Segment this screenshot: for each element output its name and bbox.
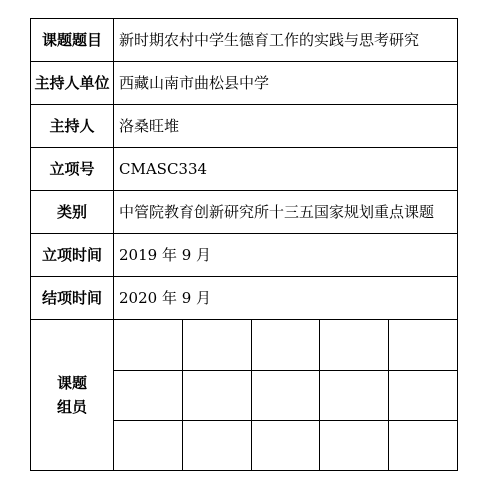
row-project-number	[31, 148, 458, 191]
member-cell[interactable]	[251, 370, 320, 420]
row-approval-date	[31, 234, 458, 277]
member-cell[interactable]	[114, 370, 183, 420]
members-grid	[114, 320, 457, 470]
label-title: 课题题目	[31, 19, 114, 62]
member-cell[interactable]	[183, 370, 252, 420]
row-completion-date	[31, 277, 458, 320]
label-host: 主持人	[31, 105, 114, 148]
member-cell[interactable]	[114, 420, 183, 470]
member-cell[interactable]	[114, 320, 183, 370]
members-row	[114, 320, 457, 370]
value-host: 洛桑旺堆	[114, 105, 458, 148]
row-host	[31, 105, 458, 148]
member-cell[interactable]	[388, 420, 457, 470]
members-row	[114, 370, 457, 420]
member-cell[interactable]	[183, 320, 252, 370]
member-cell[interactable]	[251, 420, 320, 470]
member-cell[interactable]	[251, 320, 320, 370]
value-title: 新时期农村中学生德育工作的实践与思考研究	[114, 19, 458, 62]
row-members	[31, 320, 458, 471]
value-category: 中管院教育创新研究所十三五国家规划重点课题	[114, 191, 458, 234]
label-project-number: 立项号	[31, 148, 114, 191]
project-info-table	[30, 18, 458, 471]
value-completion-date: 2020 年 9 月	[114, 277, 458, 320]
value-project-number: CMASC334	[114, 148, 458, 191]
row-host-unit	[31, 62, 458, 105]
member-cell[interactable]	[388, 370, 457, 420]
label-host-unit: 主持人单位	[31, 62, 114, 105]
member-cell[interactable]	[320, 420, 389, 470]
label-completion-date: 结项时间	[31, 277, 114, 320]
value-host-unit: 西藏山南市曲松县中学	[114, 62, 458, 105]
members-row	[114, 420, 457, 470]
member-cell[interactable]	[388, 320, 457, 370]
member-cell[interactable]	[183, 420, 252, 470]
label-category: 类别	[31, 191, 114, 234]
label-members	[31, 320, 114, 471]
label-approval-date: 立项时间	[31, 234, 114, 277]
value-approval-date: 2019 年 9 月	[114, 234, 458, 277]
members-label-line1: 课题	[56, 374, 87, 392]
members-grid-cell	[114, 320, 458, 471]
members-label-line2: 组员	[56, 398, 87, 416]
member-cell[interactable]	[320, 370, 389, 420]
row-category	[31, 191, 458, 234]
member-cell[interactable]	[320, 320, 389, 370]
row-title	[31, 19, 458, 62]
